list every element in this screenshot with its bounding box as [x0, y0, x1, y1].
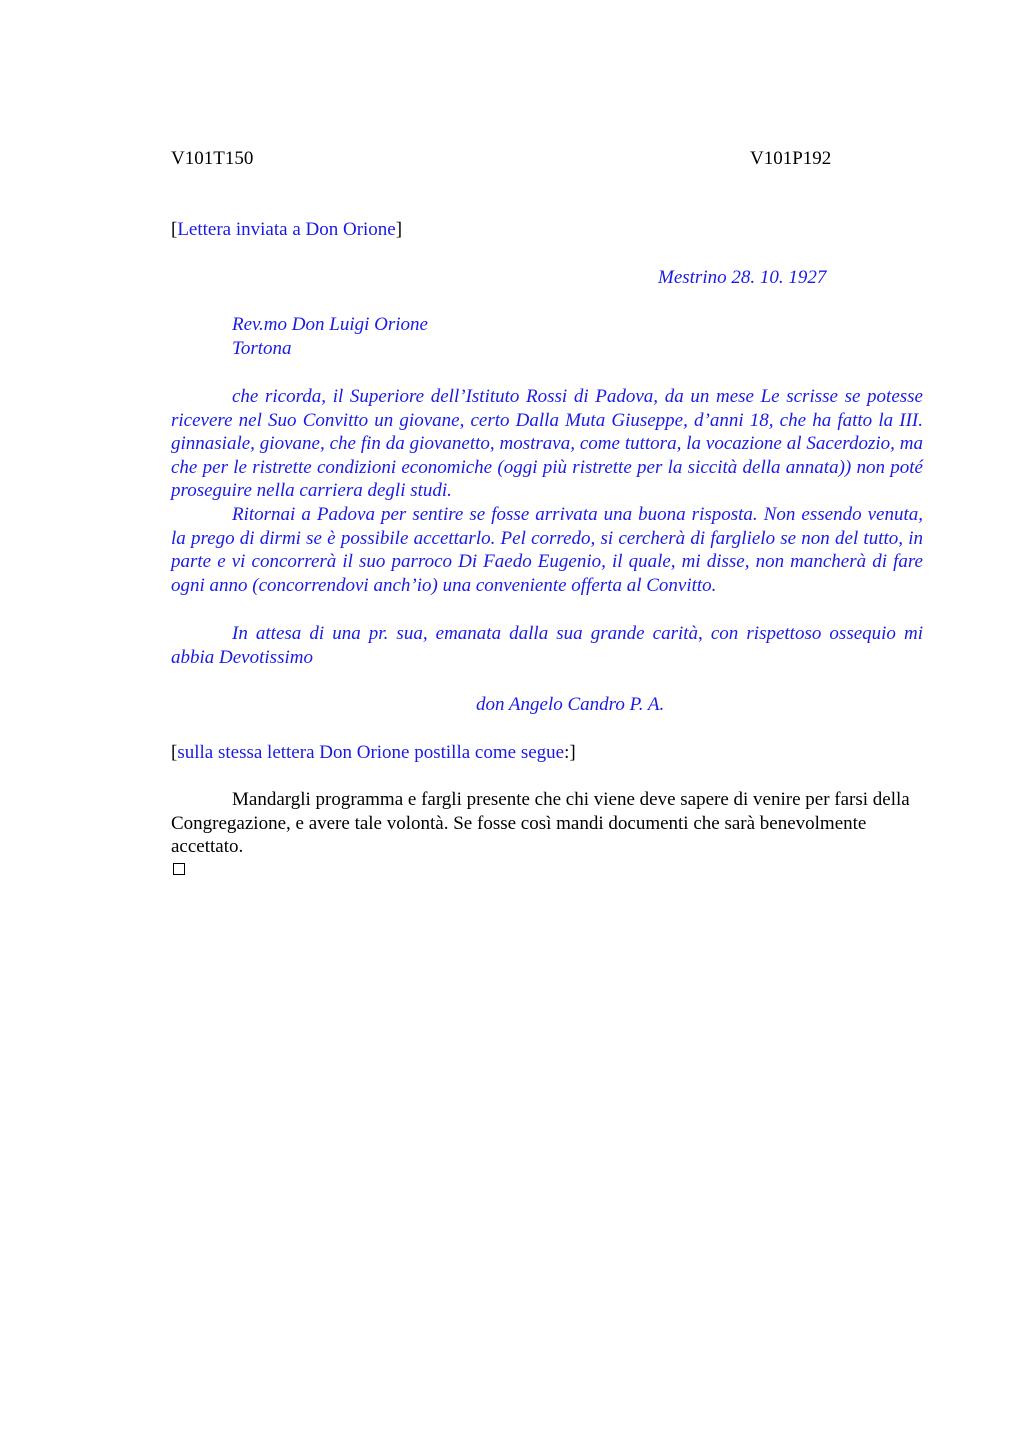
recipient-city: Tortona: [232, 338, 292, 359]
letter-place-date: Mestrino 28. 10. 1927: [658, 267, 827, 288]
intro-editorial-note: [171, 218, 402, 241]
letter-signature: don Angelo Candro P. A.: [476, 694, 665, 715]
bracket-close: :]: [564, 742, 576, 763]
letter-paragraph-1: che ricorda, il Superiore dell’Istituto Rossi di Padova, da un mese Le scrisse se potesse ricevere nel Suo Convitto un giovane, certo Dalla Muta Giuseppe, d’anni 18, che ha fatto la III. ginnasiale, giovane, che fin da giovanetto, mostrava, come tuttora, la vocazione al Sacerdozio, ma che per le ristrette condizioni economiche (oggi più ristrette per la siccità della annata)) non poté proseguire nella carriera degli studi.: [171, 386, 923, 502]
annotation-editorial-note: [171, 741, 576, 764]
bracket-close: ]: [395, 219, 403, 240]
recipient-name: Rev.mo Don Luigi Orione: [232, 314, 428, 335]
annotation-paragraph: Mandargli programma e fargli presente che chi viene deve sapere di venire per farsi della Congregazione, e avere tale volontà. Se fosse così mandi documenti che sarà benevolmente accettato.: [171, 789, 910, 858]
doc-code-left: V101T150: [171, 148, 254, 169]
letter-paragraph-3: In attesa di una pr. sua, emanata dalla sua grande carità, con rispettoso ossequio mi abbia Devotissimo: [171, 623, 923, 668]
doc-code-right: V101P192: [750, 148, 832, 169]
end-of-document-square-icon: [173, 863, 185, 875]
intro-note-text: Lettera inviata a Don Orione: [177, 219, 396, 240]
bracket-open: [: [171, 742, 178, 763]
annotation-note-text: sulla stessa lettera Don Orione postilla come segue: [177, 742, 565, 763]
letter-paragraph-2: Ritornai a Padova per sentire se fosse arrivata una buona risposta. Non essendo venuta, la prego di dirmi se è possibile accettarlo. Pel corredo, si cercherà di farglielo se non del tutto, in parte e vi concorrerà il suo parroco Di Faedo Eugenio, il quale, mi disse, non mancherà di fare ogni anno (concorrendovi anch’io) una conveniente offerta al Convitto.: [171, 504, 923, 596]
bracket-open: [: [171, 219, 178, 240]
